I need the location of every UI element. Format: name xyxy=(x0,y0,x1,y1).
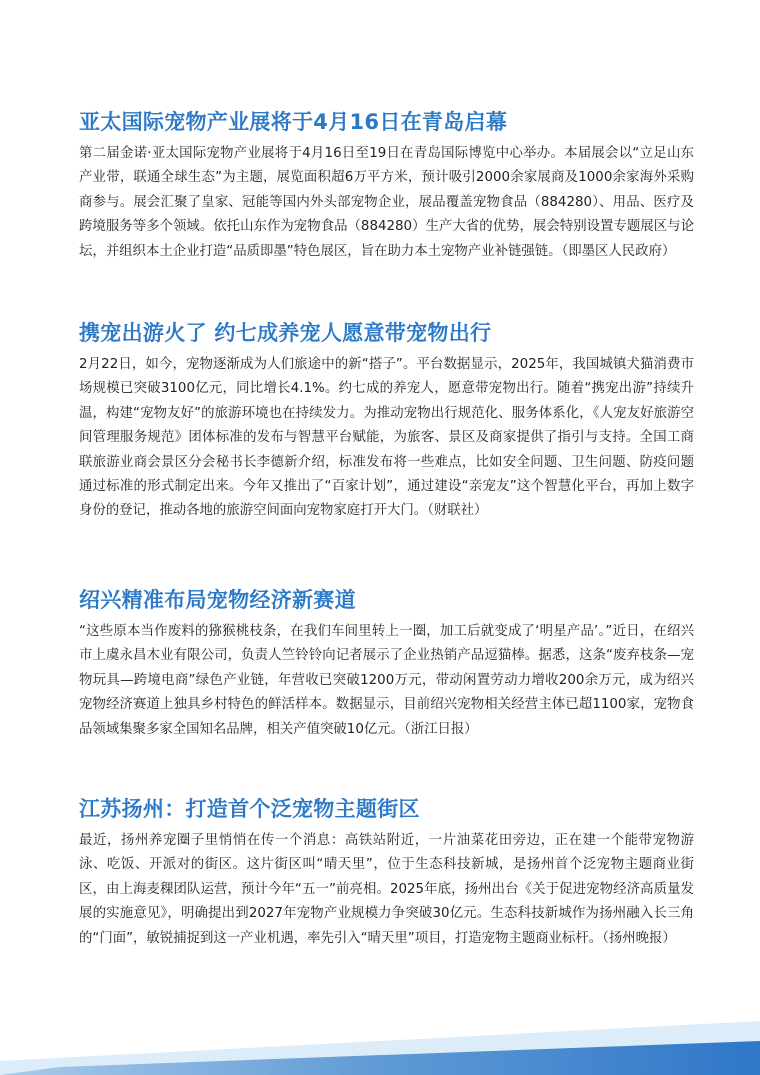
article-title: 亚太国际宠物产业展将于4月16日在青岛启幕 xyxy=(79,110,508,134)
article-body: 2月22日，如今，宠物逐渐成为人们旅途中的新“搭子”。平台数据显示，2025年，我国城镇犬猫消费市场规模已突破3100亿元，同比增长4.1%。约七成的养宠人，愿意带宠物出行。随着“携宠出游”持续升温，构建“宠物友好”的旅游环境也在持续发力。为推动宠物出行规范化、服务体系化，《人宠友好旅游空间管理服务规范》团体标准的发布与智慧平台赋能，为旅客、景区及商家提供了指引与支持。全国工商联旅游业商会景区分会秘书长李德新介绍，标准发布将一些难点，比如安全问题、卫生问题、防疫问题通过标准的形式制定出来。今年又推出了“百家计划”，通过建设“亲宠友”这个智慧化平台，再加上数字身份的登记，推动各地的旅游空间面向宠物家庭打开大门。（财联社） xyxy=(79,357,694,519)
article-2 xyxy=(79,319,694,524)
article-body: 第二届金诺·亚太国际宠物产业展将于4月16日至19日在青岛国际博览中心举办。本届展会以“立足山东产业带，联通全球生态”为主题，展览面积超6万平方米，预计吸引2000余家展商及1000余家海外采购商参与。展会汇聚了皇家、冠能等国内外头部宠物企业，展品覆盖宠物食品（884280）、用品、医疗及跨境服务等多个领域。依托山东作为宠物食品（884280）生产大省的优势，展会特别设置专题展区与论坛，并组织本土企业打造“品质即墨”特色展区，旨在助力本土宠物产业补链强链。（即墨区人民政府） xyxy=(79,146,694,259)
article-title: 江苏扬州：打造首个泛宠物主题街区 xyxy=(79,797,420,821)
article-title: 绍兴精准布局宠物经济新赛道 xyxy=(79,588,356,612)
article-4 xyxy=(79,795,694,951)
article-3 xyxy=(79,586,694,742)
article-body: “这些原本当作废料的猕猴桃枝条，在我们车间里转上一圈，加工后就变成了‘明星产品’。”近日，在绍兴市上虞永昌木业有限公司，负责人竺铃铃向记者展示了企业热销产品逗猫棒。据悉，这条“废弃枝条—宠物玩具—跨境电商”绿色产业链，年营收已突破1200万元，带动闲置劳动力增收200余万元，成为绍兴宠物经济赛道上独具乡村特色的鲜活样本。数据显示，目前绍兴宠物相关经营主体已超1100家，宠物食品领域集聚多家全国知名品牌，相关产值突破10亿元。（浙江日报） xyxy=(79,624,694,737)
footer-decoration xyxy=(0,995,760,1075)
article-1 xyxy=(79,108,694,264)
article-body: 最近，扬州养宠圈子里悄悄在传一个消息：高铁站附近，一片油菜花田旁边，正在建一个能带宠物游泳、吃饭、开派对的街区。这片街区叫“晴天里”，位于生态科技新城，是扬州首个泛宠物主题商业街区，由上海麦稞团队运营，预计今年“五一”前亮相。2025年底，扬州出台《关于促进宠物经济高质量发展的实施意见》，明确提出到2027年宠物产业规模力争突破30亿元。生态科技新城作为扬州融入长三角的“门面”，敏锐捕捉到这一产业机遇，率先引入“晴天里”项目，打造宠物主题商业标杆。（扬州晚报） xyxy=(79,833,694,946)
article-title: 携宠出游火了 约七成养宠人愿意带宠物出行 xyxy=(79,321,492,345)
